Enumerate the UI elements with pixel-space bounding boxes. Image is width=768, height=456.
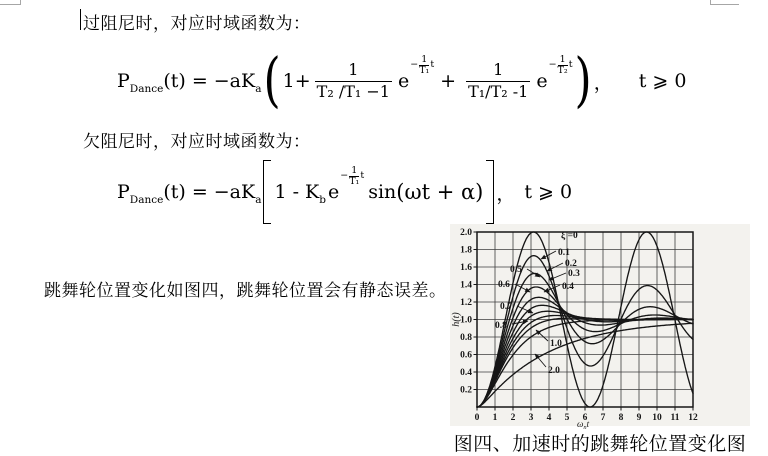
math-symbol-p: P (117, 181, 130, 203)
math-subscript-dance: Dance (129, 82, 164, 95)
tiny-fraction-denominator: T₁ (419, 64, 430, 76)
sin-argument: (ωt + α) (396, 180, 484, 204)
step-response-chart (450, 224, 750, 431)
curve-label-0.1: 0.1 (558, 248, 570, 258)
math-e: e (327, 181, 340, 203)
y-tick-label: 1.4 (460, 280, 472, 291)
formula2-inner-term (274, 181, 326, 206)
figure-caption: 图四、加速时的跳舞轮位置变化图 (453, 434, 747, 455)
tiny-fraction (349, 166, 359, 187)
curve-label-ξ=0: ξ =0 (561, 231, 578, 241)
condition-t-geq-0: t ⩾ 0 (524, 181, 573, 203)
sin-function: sin (368, 181, 397, 203)
y-tick-label: 2.0 (460, 228, 472, 239)
big-close-paren: ) (574, 46, 592, 116)
formula-underdamped (117, 160, 572, 224)
minus-sign: − (410, 59, 419, 71)
math-subscript-b: b (319, 193, 326, 206)
y-tick-label: 0.2 (460, 385, 472, 396)
x-tick-label: 7 (600, 413, 606, 423)
math-subscript-a: a (255, 193, 262, 206)
y-tick-label: 0.4 (460, 368, 472, 379)
tiny-fraction (419, 55, 429, 76)
margin-mark-left-horizontal (0, 4, 20, 5)
exponent (340, 166, 364, 187)
formula1-lhs (117, 70, 262, 95)
exponent-1 (410, 55, 434, 76)
condition-t-geq-0: t ⩾ 0 (638, 70, 687, 92)
math-symbol-p: P (117, 70, 130, 92)
math-coefficient: −aK (213, 70, 256, 92)
math-term-one-plus: 1+ (282, 70, 311, 92)
fraction-numerator: 1 (315, 60, 392, 82)
curve-label-0.6: 0.6 (498, 280, 510, 290)
plus-sign: + (440, 70, 457, 92)
math-coefficient: −aK (213, 181, 256, 203)
y-axis-title: h(t) (451, 312, 462, 327)
big-close-bracket (486, 160, 494, 224)
formula-overdamped (117, 46, 687, 116)
curve-label-1.0: 1.0 (550, 339, 562, 349)
margin-mark-right-horizontal (710, 4, 739, 5)
equals-sign: = (191, 70, 208, 92)
paragraph-dancer-note: 跳舞轮位置变化如图四，跳舞轮位置会有静态误差。 (44, 281, 447, 300)
minus-sign: − (340, 170, 349, 182)
curve-label-0.7: 0.7 (500, 302, 512, 312)
math-args: (t) (163, 181, 186, 203)
equals-sign: = (191, 181, 208, 203)
curve-label-0.3: 0.3 (568, 269, 580, 279)
exp-term-1 (397, 53, 435, 92)
y-tick-label: 1.0 (460, 315, 472, 326)
x-tick-label: 10 (652, 413, 662, 423)
comma: ， (496, 182, 516, 205)
fraction-denominator: T₂ /T₁ −1 (316, 81, 390, 101)
x-tick-label: 2 (510, 413, 516, 423)
y-tick-label: 1.8 (460, 245, 472, 256)
text-cursor[interactable] (80, 9, 81, 30)
x-tick-label: 12 (688, 413, 698, 423)
curve-label-0.2: 0.2 (565, 259, 577, 269)
curve-label-0.5: 0.5 (510, 265, 522, 275)
margin-mark-left-vertical (20, 0, 21, 5)
fraction-2 (466, 60, 530, 103)
figure-step-response (450, 224, 750, 431)
x-tick-label: 0 (474, 413, 480, 423)
big-open-paren: ( (263, 46, 281, 116)
math-t: t (568, 59, 573, 71)
paragraph-overdamped: 过阻尼时，对应时域函数为： (83, 14, 311, 33)
paragraph-underdamped: 欠阻尼时，对应时域函数为： (83, 132, 311, 151)
math-e: e (397, 70, 410, 92)
tiny-fraction-denominator: T₁ (349, 175, 360, 187)
tiny-fraction-numerator: 1 (349, 166, 359, 177)
y-tick-label: 0.6 (460, 350, 472, 361)
x-tick-label: 9 (636, 413, 642, 423)
x-tick-label: 6 (582, 413, 588, 423)
fraction-numerator: 1 (466, 60, 530, 82)
exp-term-2 (536, 53, 573, 92)
tiny-fraction-numerator: 1 (558, 55, 568, 66)
math-e: e (536, 70, 548, 92)
x-tick-label: 1 (492, 413, 498, 423)
curve-label-0.4: 0.4 (562, 282, 574, 292)
math-subscript-a: a (255, 82, 262, 95)
comma: ， (593, 71, 613, 94)
x-tick-label: 11 (670, 413, 680, 423)
math-t: t (430, 59, 435, 71)
fraction-1 (315, 60, 392, 103)
fraction-denominator: T₁/T₂ -1 (468, 81, 529, 101)
y-tick-label: 0.8 (460, 333, 472, 344)
tiny-fraction (558, 55, 568, 76)
curve-label-arrow (536, 330, 548, 341)
math-args: (t) (163, 70, 186, 92)
curve-label-2.0: 2.0 (548, 366, 560, 376)
exp-term (327, 164, 365, 203)
math-term: 1 - K (274, 181, 320, 203)
curve-label-arrow (541, 251, 556, 259)
tiny-fraction-numerator: 1 (419, 55, 429, 66)
x-tick-label: 8 (618, 413, 624, 423)
math-subscript-dance: Dance (129, 193, 164, 206)
x-axis-title: $\omega_nt$ (577, 419, 590, 431)
minus-sign: − (548, 59, 557, 71)
big-open-bracket (263, 160, 271, 224)
curve-label-0.8: 0.8 (495, 321, 507, 331)
math-t: t (360, 170, 365, 182)
formula2-lhs (117, 181, 262, 206)
y-tick-label: 1.6 (460, 263, 472, 274)
x-tick-label: 3 (528, 413, 534, 423)
exponent-2 (549, 55, 573, 76)
x-tick-label: 4 (546, 413, 552, 423)
x-tick-label: 5 (564, 413, 570, 423)
y-tick-label: 1.2 (460, 298, 472, 309)
tiny-fraction-denominator: T₂ (557, 64, 568, 76)
